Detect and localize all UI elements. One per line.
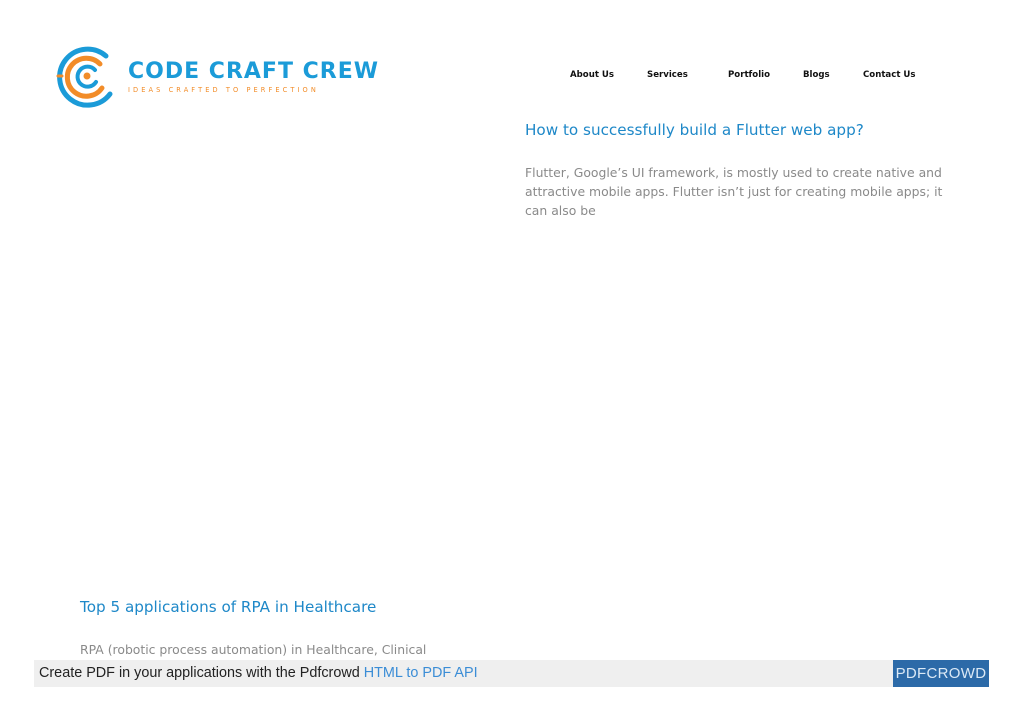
pdfcrowd-footer: [34, 660, 989, 687]
nav-portfolio[interactable]: Portfolio: [728, 70, 770, 80]
post-excerpt-flutter: Flutter, Google’s UI framework, is mostly used to create native and attractive mobile apps. Flutter isn’t just for creating mobile apps; it can also be: [525, 165, 943, 218]
main-nav: [0, 70, 1023, 84]
nav-blogs[interactable]: Blogs: [803, 70, 830, 80]
footer-message: Create PDF in your applications with the Pdfcrowd: [39, 665, 364, 681]
post-title-flutter[interactable]: How to successfully build a Flutter web app?: [525, 121, 864, 139]
nav-about-us[interactable]: About Us: [570, 70, 615, 80]
nav-contact-us[interactable]: Contact Us: [863, 70, 916, 80]
logo-tagline: IDEAS CRAFTED TO PERFECTION: [128, 86, 319, 94]
nav-services[interactable]: Services: [647, 70, 688, 80]
logo-title: CODE CRAFT CREW: [128, 59, 379, 84]
post-title-rpa[interactable]: Top 5 applications of RPA in Healthcare: [80, 598, 377, 616]
pdfcrowd-badge[interactable]: PDFCROWD: [893, 660, 989, 687]
post-excerpt-rpa: RPA (robotic process automation) in Healthcare, Clinical: [80, 642, 427, 657]
footer-text: [39, 665, 478, 681]
footer-api-link[interactable]: HTML to PDF API: [363, 665, 478, 681]
